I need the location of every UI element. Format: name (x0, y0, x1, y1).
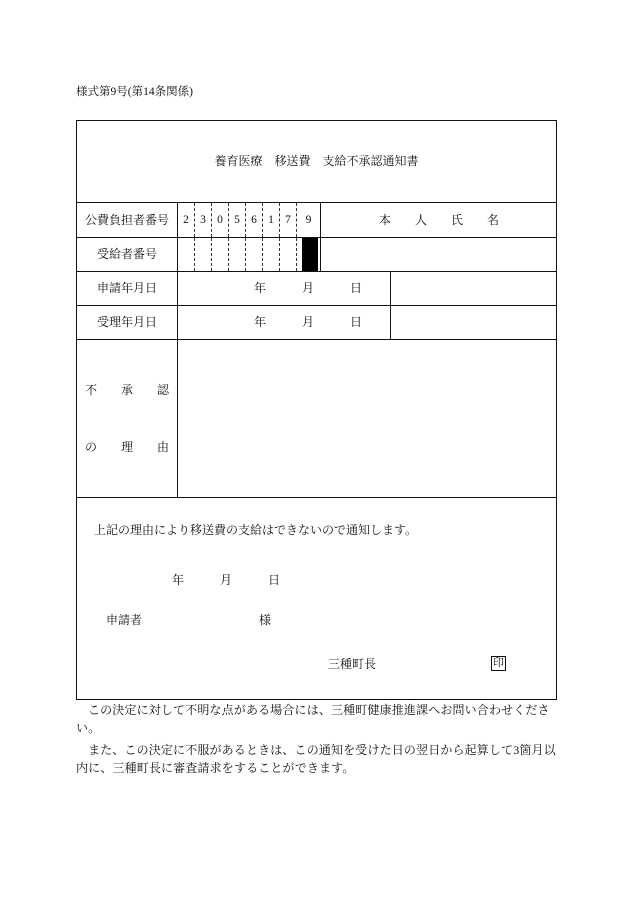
blacked-out-cell (302, 238, 318, 271)
recipient-number-cell (178, 238, 194, 271)
payer-number-digit: 9 (296, 203, 320, 237)
recipient-number-label: 受給者番号 (96, 247, 157, 261)
recipient-number-cell (262, 238, 279, 271)
payer-number-digit: 6 (245, 203, 262, 237)
payer-number-digit: 1 (262, 203, 279, 237)
recipient-number-digits (178, 238, 320, 271)
payer-number-label: 公費負担者番号 (84, 213, 169, 227)
payer-number-digits (178, 203, 320, 237)
reason-label-line1: 不 承 認 (84, 383, 169, 397)
recipient-number-cell (296, 238, 320, 271)
row-divider-acceptance-date (76, 339, 557, 340)
notice-date: 年 月 日 (172, 573, 281, 587)
applicant-label: 申請者 (106, 613, 143, 627)
column-divider-date (390, 271, 391, 339)
applicant-honorific: 様 (259, 613, 272, 627)
recipient-number-cell (245, 238, 262, 271)
acceptance-date-label: 受理年月日 (96, 315, 157, 329)
reason-label-line2: の 理 由 (84, 440, 169, 454)
form-number: 様式第9号(第14条関係) (76, 86, 193, 98)
recipient-number-cell (194, 238, 211, 271)
footnotes (76, 701, 557, 781)
notice-message: 上記の理由により移送費の支給はできないので通知します。 (94, 523, 418, 537)
name-header: 本 人 氏 名 (378, 213, 499, 227)
payer-number-digit: 2 (183, 214, 189, 226)
footnote-appeal: また、この決定に不服があるときは、この通知を受けた日の翌日から起算して3箇月以内に、三種町長に審査請求をすることができます。 (76, 743, 556, 775)
row-divider-application-date (76, 305, 557, 306)
issuer: 三種町長 (328, 657, 377, 671)
payer-number-digit: 3 (194, 203, 211, 237)
payer-number-digit: 7 (279, 203, 296, 237)
recipient-number-cell (228, 238, 245, 271)
acceptance-date-value: 年 月 日 (254, 315, 363, 329)
payer-number-digit: 5 (228, 203, 245, 237)
footnote-inquiry: この決定に対して不明な点がある場合には、三種町健康推進課へお問い合わせください。 (76, 703, 550, 735)
application-date-value: 年 月 日 (254, 281, 363, 295)
recipient-number-cell (279, 238, 296, 271)
payer-number-digit: 0 (211, 203, 228, 237)
seal-mark: 印 (493, 657, 504, 669)
column-divider-number-name (320, 202, 321, 271)
document-title: 養育医療 移送費 支給不承認通知書 (214, 154, 419, 168)
recipient-number-cell (211, 238, 228, 271)
application-date-label: 申請年月日 (96, 281, 157, 295)
row-divider-recipient-number (76, 271, 557, 272)
row-divider-reason (76, 497, 557, 498)
